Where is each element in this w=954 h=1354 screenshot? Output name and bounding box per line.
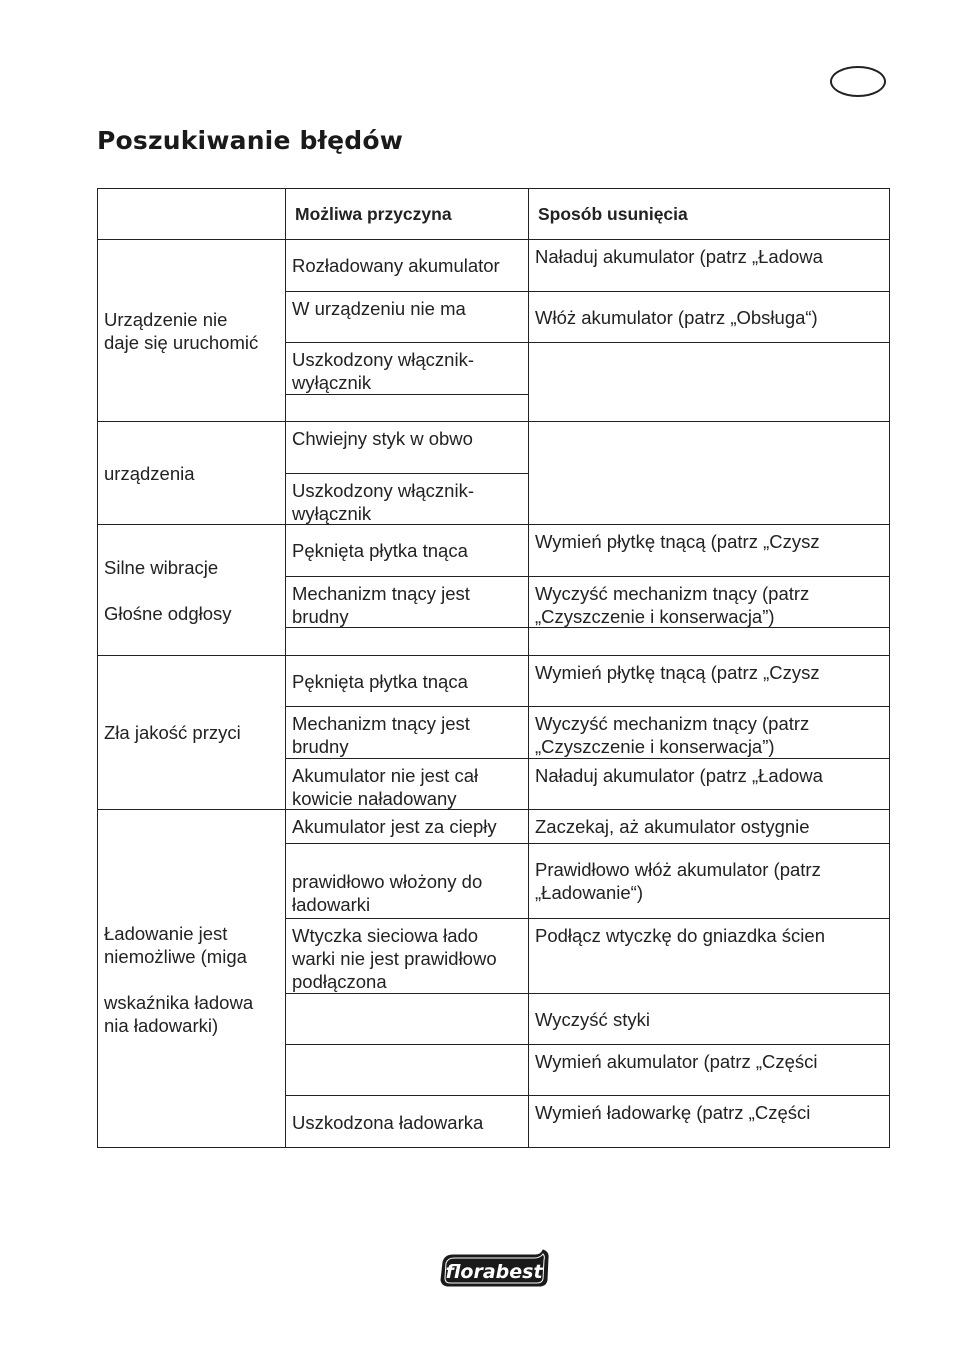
remedy-cell-line: Wymień akumulator (patrz „Części bbox=[535, 1051, 818, 1072]
problem-cell-line: niemożliwe (miga bbox=[104, 945, 247, 967]
remedy-cell-line: Wyczyść mechanizm tnący (patrz bbox=[535, 583, 810, 604]
problem-cell bbox=[98, 810, 286, 1148]
problem-cell-line: Ładowanie jest bbox=[104, 922, 228, 944]
problem-cell-line: daje się uruchomić bbox=[104, 331, 259, 353]
cause-cell bbox=[286, 1045, 529, 1096]
remedy-cell bbox=[529, 1096, 889, 1148]
cause-cell bbox=[286, 343, 529, 395]
cause-cell-line: brudny bbox=[292, 736, 349, 757]
remedy-cell bbox=[529, 525, 889, 577]
remedy-cell-line: Naładuj akumulator (patrz „Ładowa bbox=[535, 765, 823, 786]
cause-cell bbox=[286, 1096, 529, 1148]
remedy-cell-line: Wymień ładowarkę (patrz „Części bbox=[535, 1102, 811, 1123]
cause-cell-line: Mechanizm tnący jest bbox=[292, 583, 470, 604]
cause-cell bbox=[286, 240, 529, 292]
cause-cell-line bbox=[292, 1008, 522, 1031]
remedy-cell-line: Wymień płytkę tnącą (patrz „Czysz bbox=[535, 531, 820, 552]
cause-cell-line: wyłącznik bbox=[292, 372, 372, 393]
remedy-cell-line: Prawidłowo włóż akumulator (patrz bbox=[535, 859, 821, 880]
remedy-cell-line: „Czyszczenie i konserwacja”) bbox=[535, 606, 775, 627]
problem-cell-line: nia ładowarki) bbox=[104, 1014, 219, 1036]
cause-cell-line: brudny bbox=[292, 606, 349, 627]
header-problem-line bbox=[107, 203, 279, 226]
cause-cell-line: Akumulator nie jest cał bbox=[292, 765, 479, 786]
cause-cell bbox=[286, 919, 529, 994]
header-cause bbox=[286, 189, 529, 240]
logo-text: florabest bbox=[445, 1261, 543, 1283]
remedy-cell-line: Wyczyść styki bbox=[535, 1008, 650, 1030]
cause-cell-line: Chwiejny styk w obwo bbox=[292, 428, 473, 449]
problem-cell bbox=[98, 240, 286, 422]
cause-cell-line: Uszkodzona ładowarka bbox=[292, 1111, 484, 1133]
remedy-cell-line: Wymień płytkę tnącą (patrz „Czysz bbox=[535, 662, 820, 683]
problem-cell bbox=[98, 525, 286, 656]
remedy-cell bbox=[529, 422, 889, 525]
remedy-cell bbox=[529, 628, 889, 656]
problem-cell-line bbox=[104, 579, 279, 602]
problem-cell-line: Głośne odgłosy bbox=[104, 602, 232, 624]
problem-cell-line: Urządzenie nie bbox=[104, 308, 228, 330]
remedy-cell bbox=[529, 994, 889, 1045]
cause-cell-line: warki nie jest prawidłowo bbox=[292, 948, 497, 969]
remedy-cell-line: „Czyszczenie i konserwacja”) bbox=[535, 736, 775, 757]
problem-cell-line: Zła jakość przyci bbox=[104, 722, 241, 743]
header-remedy bbox=[529, 189, 889, 240]
florabest-logo bbox=[437, 1246, 553, 1290]
remedy-cell-line bbox=[535, 427, 883, 450]
remedy-cell bbox=[529, 919, 889, 994]
remedy-cell-line bbox=[535, 348, 883, 371]
troubleshooting-table bbox=[97, 188, 890, 1148]
remedy-cell bbox=[529, 240, 889, 292]
remedy-cell bbox=[529, 343, 889, 422]
cause-cell bbox=[286, 422, 529, 474]
remedy-cell-line: Wyczyść mechanizm tnący (patrz bbox=[535, 713, 810, 734]
cause-cell-line: Akumulator jest za ciepły bbox=[292, 816, 497, 837]
cause-cell-line: prawidłowo włożony do bbox=[292, 871, 483, 892]
remedy-cell bbox=[529, 810, 889, 844]
page-title: Poszukiwanie błędów bbox=[97, 126, 404, 155]
remedy-cell-line: Włóż akumulator (patrz „Obsługa“) bbox=[535, 306, 818, 328]
problem-cell bbox=[98, 656, 286, 810]
cause-cell-line: Pęknięta płytka tnąca bbox=[292, 670, 468, 692]
cause-cell-line: Uszkodzony włącznik- bbox=[292, 480, 474, 501]
cause-cell bbox=[286, 292, 529, 343]
cause-cell-line: Mechanizm tnący jest bbox=[292, 713, 470, 734]
problem-cell-line: urządzenia bbox=[104, 462, 195, 484]
cause-cell-line bbox=[292, 630, 522, 653]
cause-cell-line: ładowarki bbox=[292, 894, 371, 915]
cause-cell-line bbox=[292, 397, 522, 420]
cause-cell-line: podłączona bbox=[292, 971, 387, 992]
cause-cell bbox=[286, 810, 529, 844]
florabest-logo-mark bbox=[437, 1246, 553, 1290]
cause-cell bbox=[286, 759, 529, 810]
header-cause-line: Możliwa przyczyna bbox=[295, 203, 452, 224]
remedy-cell-line: Zaczekaj, aż akumulator ostygnie bbox=[535, 816, 810, 837]
cause-cell bbox=[286, 525, 529, 577]
cause-cell-line: Pęknięta płytka tnąca bbox=[292, 540, 468, 561]
remedy-cell bbox=[529, 707, 889, 759]
problem-cell-line: Silne wibracje bbox=[104, 556, 219, 578]
problem-cell bbox=[98, 422, 286, 525]
cause-cell-line: Rozładowany akumulator bbox=[292, 255, 500, 276]
cause-cell bbox=[286, 656, 529, 707]
remedy-cell bbox=[529, 1045, 889, 1096]
cause-cell bbox=[286, 707, 529, 759]
cause-cell bbox=[286, 994, 529, 1045]
remedy-cell-line: Naładuj akumulator (patrz „Ładowa bbox=[535, 246, 823, 267]
country-code-oval bbox=[830, 66, 886, 97]
remedy-cell bbox=[529, 844, 889, 919]
cause-cell bbox=[286, 395, 529, 422]
cause-cell bbox=[286, 844, 529, 919]
remedy-cell bbox=[529, 656, 889, 707]
cause-cell-line: Wtyczka sieciowa łado bbox=[292, 925, 479, 946]
cause-cell-line: Uszkodzony włącznik- bbox=[292, 349, 474, 370]
header-problem bbox=[98, 189, 286, 240]
cause-cell bbox=[286, 474, 529, 525]
problem-cell-line bbox=[104, 968, 279, 991]
remedy-cell bbox=[529, 292, 889, 343]
problem-cell-line: wskaźnika ładowa bbox=[104, 991, 254, 1013]
cause-cell-line: wyłącznik bbox=[292, 503, 372, 524]
cause-cell-line: W urządzeniu nie ma bbox=[292, 298, 466, 319]
remedy-cell-line: „Ładowanie“) bbox=[535, 882, 643, 903]
cause-cell-line bbox=[292, 1059, 522, 1082]
remedy-cell bbox=[529, 577, 889, 628]
remedy-cell-line bbox=[535, 630, 883, 653]
remedy-cell bbox=[529, 759, 889, 810]
cause-cell bbox=[286, 628, 529, 656]
cause-cell-line: kowicie naładowany bbox=[292, 788, 457, 809]
header-remedy-line: Sposób usunięcia bbox=[538, 203, 688, 224]
cause-cell bbox=[286, 577, 529, 628]
remedy-cell-line: Podłącz wtyczkę do gniazdka ścien bbox=[535, 925, 825, 946]
